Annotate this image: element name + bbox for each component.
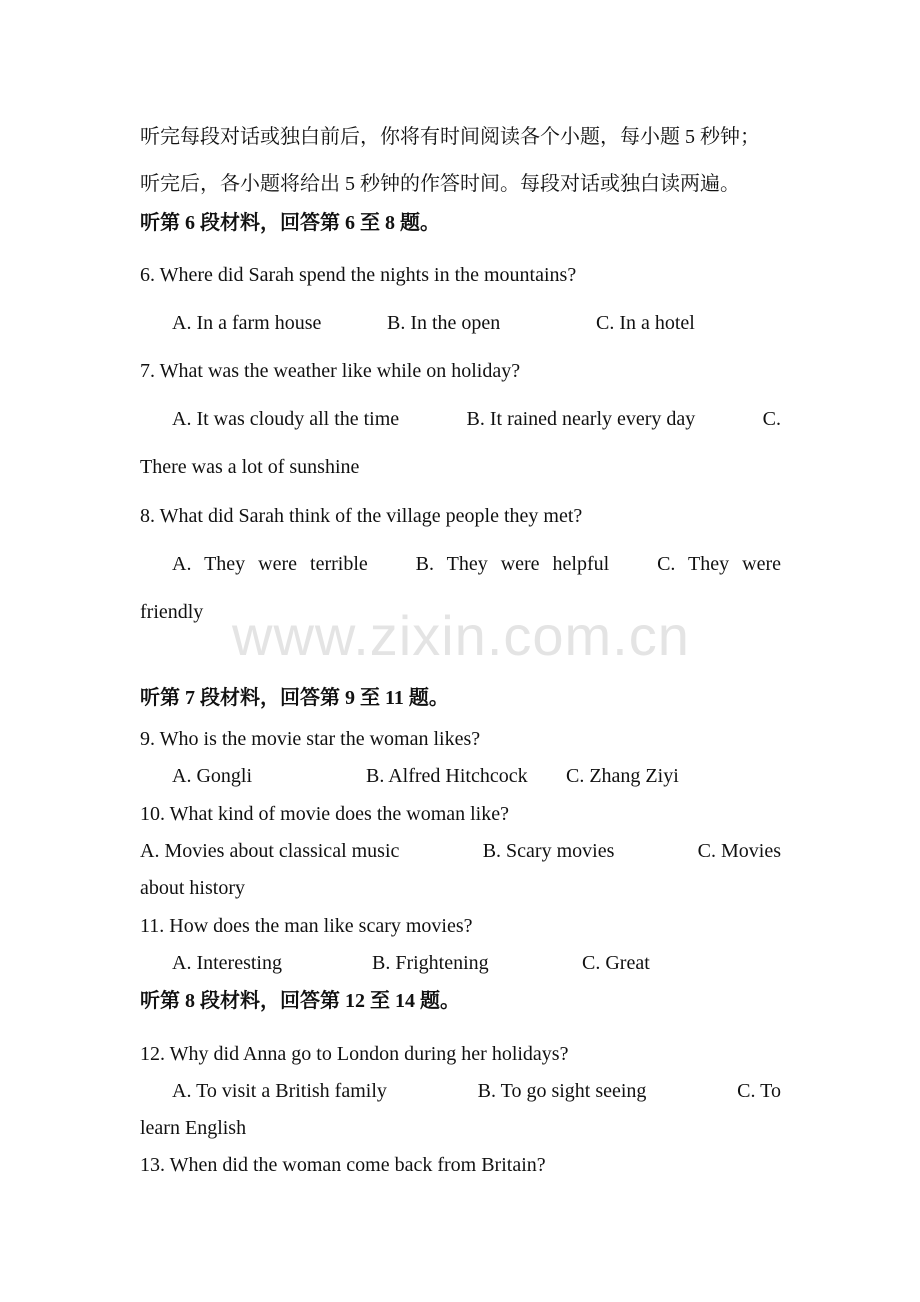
question-8-option-b: B. They were helpful bbox=[415, 553, 610, 575]
section-7-heading: 听第 7 段材料，回答第 9 至 11 题。 bbox=[140, 687, 449, 709]
watermark: www.zixin.com.cn bbox=[232, 604, 690, 667]
question-7-option-b: B. It rained nearly every day bbox=[466, 408, 696, 430]
question-9-option-a: A. Gongli bbox=[172, 765, 252, 787]
question-12: 12. Why did Anna go to London during her holidays? bbox=[140, 1043, 569, 1065]
question-6: 6. Where did Sarah spend the nights in the mountains? bbox=[140, 264, 577, 286]
question-13: 13. When did the woman come back from Britain? bbox=[140, 1154, 546, 1176]
question-11-option-a: A. Interesting bbox=[172, 952, 282, 974]
question-8-option-c: C. They were bbox=[657, 553, 781, 575]
question-7-option-a: A. It was cloudy all the time bbox=[172, 408, 400, 430]
question-11: 11. How does the man like scary movies? bbox=[140, 915, 473, 937]
question-11-option-b: B. Frightening bbox=[372, 952, 489, 974]
question-8: 8. What did Sarah think of the village people they met? bbox=[140, 505, 583, 527]
question-9-option-c: C. Zhang Ziyi bbox=[566, 765, 679, 787]
question-11-option-c: C. Great bbox=[582, 952, 650, 974]
question-12-option-c: C. To bbox=[737, 1080, 781, 1102]
question-9-option-b: B. Alfred Hitchcock bbox=[366, 765, 528, 787]
question-10-option-a: A. Movies about classical music bbox=[140, 840, 400, 862]
question-7: 7. What was the weather like while on holiday? bbox=[140, 360, 521, 382]
instruction-line-2: 听完后，各小题将给出 5 秒钟的作答时间。每段对话或独白读两遍。 bbox=[140, 173, 740, 195]
question-10-options bbox=[140, 839, 781, 863]
section-8-heading: 听第 8 段材料，回答第 12 至 14 题。 bbox=[140, 990, 460, 1012]
instruction-line-1: 听完每段对话或独白前后，你将有时间阅读各个小题，每小题 5 秒钟； bbox=[140, 126, 760, 148]
question-12-option-c-continued: learn English bbox=[140, 1117, 247, 1139]
question-9: 9. Who is the movie star the woman likes? bbox=[140, 728, 481, 750]
question-8-options bbox=[172, 552, 781, 576]
question-10-option-c-continued: about history bbox=[140, 877, 245, 899]
question-7-option-c-continued: There was a lot of sunshine bbox=[140, 456, 360, 478]
question-7-option-c: C. bbox=[762, 408, 781, 430]
section-6-heading: 听第 6 段材料，回答第 6 至 8 题。 bbox=[140, 212, 440, 234]
question-8-option-a: A. They were terrible bbox=[172, 553, 368, 575]
question-12-option-a: A. To visit a British family bbox=[172, 1080, 387, 1102]
question-7-options bbox=[172, 407, 781, 431]
question-6-option-b: B. In the open bbox=[387, 312, 501, 334]
question-10-option-b: B. Scary movies bbox=[482, 840, 615, 862]
question-12-options bbox=[172, 1079, 781, 1103]
question-6-option-a: A. In a farm house bbox=[172, 312, 322, 334]
question-12-option-b: B. To go sight seeing bbox=[477, 1080, 647, 1102]
question-8-option-c-continued: friendly bbox=[140, 601, 204, 623]
question-10: 10. What kind of movie does the woman like? bbox=[140, 803, 509, 825]
question-6-option-c: C. In a hotel bbox=[596, 312, 695, 334]
question-10-option-c: C. Movies bbox=[697, 840, 781, 862]
